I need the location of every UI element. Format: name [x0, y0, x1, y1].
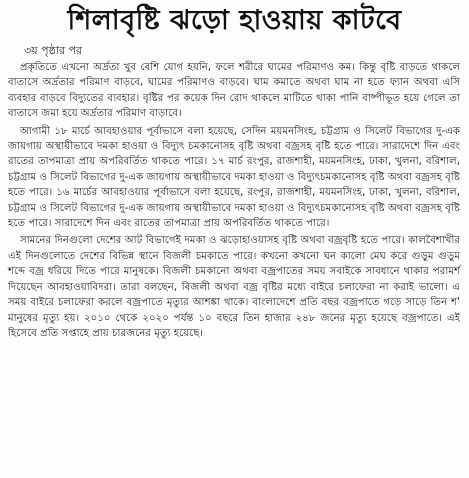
article-headline: শিলাবৃষ্টি ঝড়ো হাওয়ায় কাটবে	[67, 5, 402, 36]
article-body	[8, 60, 460, 343]
continued-from-label: ৩য় পৃষ্ঠার পর	[24, 44, 83, 57]
article-paragraph: প্রকৃতিতে এখনো অর্দ্রতা খুব বেশি যোগ হয়নি, ফলে শরীরে ঘামের পরিমাণও কম। কিন্তু বৃষ্টি বাড়তে থাকলে বাতাসে অর্দ্রতার পরিমাণ বাড়বে, ঘামের পরিমাণও বাড়বে। ঘাম কমাতে অথবা ঘাম না হতে ফ্যান অথবা এসি ব্যবহার বাড়বে বিদ্যুতের ব্যবহার। বৃষ্টির পর কয়েক দিন রোদ থাকলে মাটিতে থাকা পানি বাষ্পীভূত হয়ে গেলে তা বাতাসে জমা হয়ে অর্দ্রতার পরিমাণ বাড়াবে।	[8, 62, 460, 120]
article-paragraph: সামনের দিনগুলো দেশের আট বিভাগেই দমকা ও ঝড়োহাওয়াসহ বৃষ্টি অথবা বজ্রবৃষ্টি হতে পারে। কালবৈশাখীর এই দিনগুলোতে দেশের বিভিন্ন স্থানে বিজলী চমকাতে পারে। কখনো কখনো ঘন কালো মেঘ করে গুড়ুম গুড়ুম শব্দে বজ্র ধরিয়ে দিতে পারে মানুষকে। বিজলী চমকানো অথবা বজ্রপাতের সময় সবাইকে সাবধানে থাকার পরামর্শ দিয়েছেন আবহাওয়াবিদরা। তারা বলছেন, বিজলী অথবা বজ্র বৃষ্টির মধ্যে বাইরে চলাফেরা না করাই ভালো। এ সময় বাইরে চলাফেরা করলে বজ্রপাতে মৃত্যুর আশঙ্কা থাকে। বাংলাদেশে প্রতি বছর বজ্রপাতে গড়ে সাড়ে তিন শ' মানুষের মৃত্যু হয়। ২০১০ থেকে ২০২০ পর্যন্ত ১০ বছরে তিন হাজার ২৪৮ জনের মৃত্যু হয়েছে বজ্রপাতে। এই হিসেবে প্রতি সপ্তাহে প্রায় চারজনের মৃত্যু হয়েছে।	[8, 235, 460, 339]
article-paragraph: আগামী ১৮ মার্চে আবহাওয়ার পূর্বাভাসে বলা হয়েছে, সেদিন ময়মনসিংহ, চট্টগ্রাম ও সিলেট বিভাগের দু-এক জায়গায় অস্থায়ীভাবে দমকা হাওয়া ও বিদ্যুৎ চমকানোসহ বৃষ্টি অথবা বজ্রসহ বৃষ্টি হতে পারে। সারাদেশে দিন এবং রাতের তাপমাত্রা প্রায় অপরিবর্তিত থাকতে পারে। ১৭ মার্চ রংপুর, রাজশাহী, ময়মনসিংহ, ঢাকা, খুলনা, বরিশাল, চট্টগ্রাম ও সিলেট বিভাগের দু-এক জায়গায় অস্থায়ীভাবে দমকা হাওয়া ও বিদ্যুৎচমকানোসহ বৃষ্টি অথবা বজ্রসহ বৃষ্টি হতে পারে। ১৬ মার্চের আবহাওয়ার পূর্বাভাসে বলা হয়েছে, রংপুর, রাজশাহী, ময়মনসিংহ, ঢাকা, খুলনা, বরিশাল, চট্টগ্রাম ও সিলেট বিভাগের দু-এক জায়গায় অস্থায়ীভাবে দমকা হাওয়া ও বিদ্যুৎচমকানোসহ বৃষ্টি অথবা বজ্রসহ বৃষ্টি হতে পারে। সারাদেশে দিন এবং রাতের তাপমাত্রা প্রায় অপরিবর্তিত থাকতে পারে।	[8, 125, 460, 230]
